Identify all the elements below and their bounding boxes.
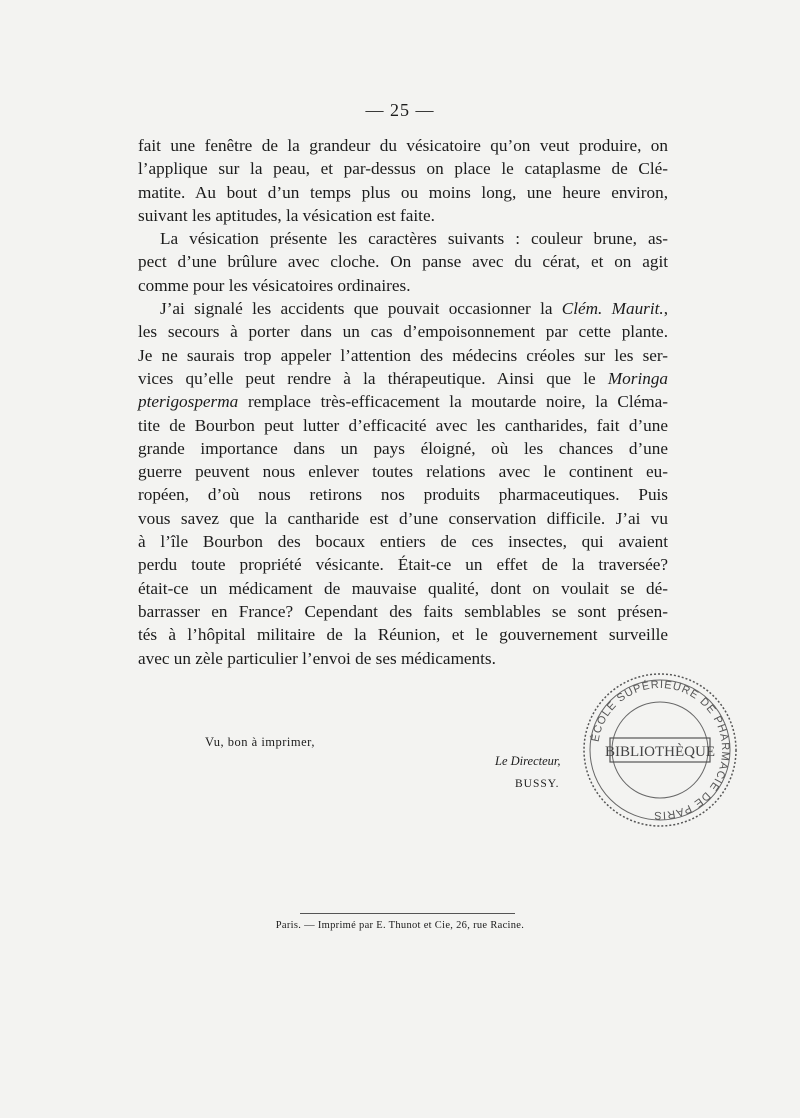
text-line: La vésication présente les caractères suivants : couleur brune, as-	[160, 229, 668, 249]
text-line: à l’île Bourbon des bocaux entiers de ces insectes, qui avaient	[138, 532, 668, 552]
text-line: matite. Au bout d’un temps plus ou moins long, une heure environ,	[138, 182, 668, 202]
text-line: tite de Bourbon peut lutter d’efficacité avec les cantharides, fait d’une	[138, 415, 668, 435]
text-line: guerre peuvent nous enlever toutes relations avec le continent eu-	[138, 462, 668, 482]
text-line: perdu toute propriété vésicante. Était-ce un effet de la traversée?	[138, 555, 668, 575]
page-number: — 25 —	[365, 100, 435, 120]
text-fragment: vices qu’elle peut rendre à la thérapeutique. Ainsi que le	[138, 368, 608, 388]
text-line: pect d’une brûlure avec cloche. On panse avec du cérat, et on agit	[138, 252, 668, 272]
text-line: ropéen, d’où nous retirons nos produits pharmaceutiques. Puis	[138, 485, 668, 505]
text-line	[138, 297, 668, 320]
stamp-outer-text: ÉCOLE SUPÉRIEURE DE PHARMACIE DE PARIS	[589, 678, 732, 822]
text-line: grande importance dans un pays éloigné, où les chances d’une	[138, 438, 668, 458]
text-fragment: J’ai signalé les accidents que pouvait occasionner la	[160, 299, 562, 319]
text-fragment: ,	[663, 299, 668, 319]
italic-species-name: pterigosperma	[138, 392, 239, 412]
text-line: était-ce un médicament de mauvaise qualité, dont on voulait se dé-	[138, 578, 668, 598]
text-line: suivant les aptitudes, la vésication est faite.	[138, 205, 435, 225]
text-line: Je ne saurais trop appeler l’attention des médecins créoles sur les ser-	[138, 345, 668, 365]
footer-rule	[300, 913, 515, 914]
italic-species-name: Moringa	[607, 368, 668, 388]
printer-imprint: Paris. — Imprimé par E. Thunot et Cie, 26, rue Racine.	[275, 920, 525, 931]
body-text	[138, 134, 668, 670]
text-line: barrasser en France? Cependant des faits semblables se sont présen-	[138, 601, 668, 621]
text-fragment: remplace très-efficacement la moutarde noire, la Cléma-	[238, 392, 668, 412]
italic-species-name: Clém. Maurit.	[561, 299, 664, 319]
text-line: l’applique sur la peau, et par-dessus on place le cataplasme de Clé-	[138, 159, 668, 179]
director-title: Le Directeur,	[495, 754, 561, 768]
text-line	[138, 390, 668, 413]
text-line: les secours à porter dans un cas d’empoisonnement par cette plante.	[138, 322, 668, 342]
text-line: tés à l’hôpital militaire de la Réunion, et le gouvernement surveille	[138, 625, 668, 645]
approval-text: Vu, bon à imprimer,	[205, 735, 315, 749]
stamp-center-text: BIBLIOTHÈQUE	[605, 744, 715, 760]
director-name: BUSSY.	[515, 778, 560, 790]
text-line	[138, 367, 668, 390]
text-line: vous savez que la cantharide est d’une conservation difficile. J’ai vu	[138, 508, 668, 528]
text-line: fait une fenêtre de la grandeur du vésicatoire qu’on veut produire, on	[138, 136, 668, 155]
text-line: avec un zèle particulier l’envoi de ses médicaments.	[138, 648, 496, 668]
text-line: comme pour les vésicatoires ordinaires.	[138, 275, 411, 295]
library-stamp	[580, 670, 740, 830]
